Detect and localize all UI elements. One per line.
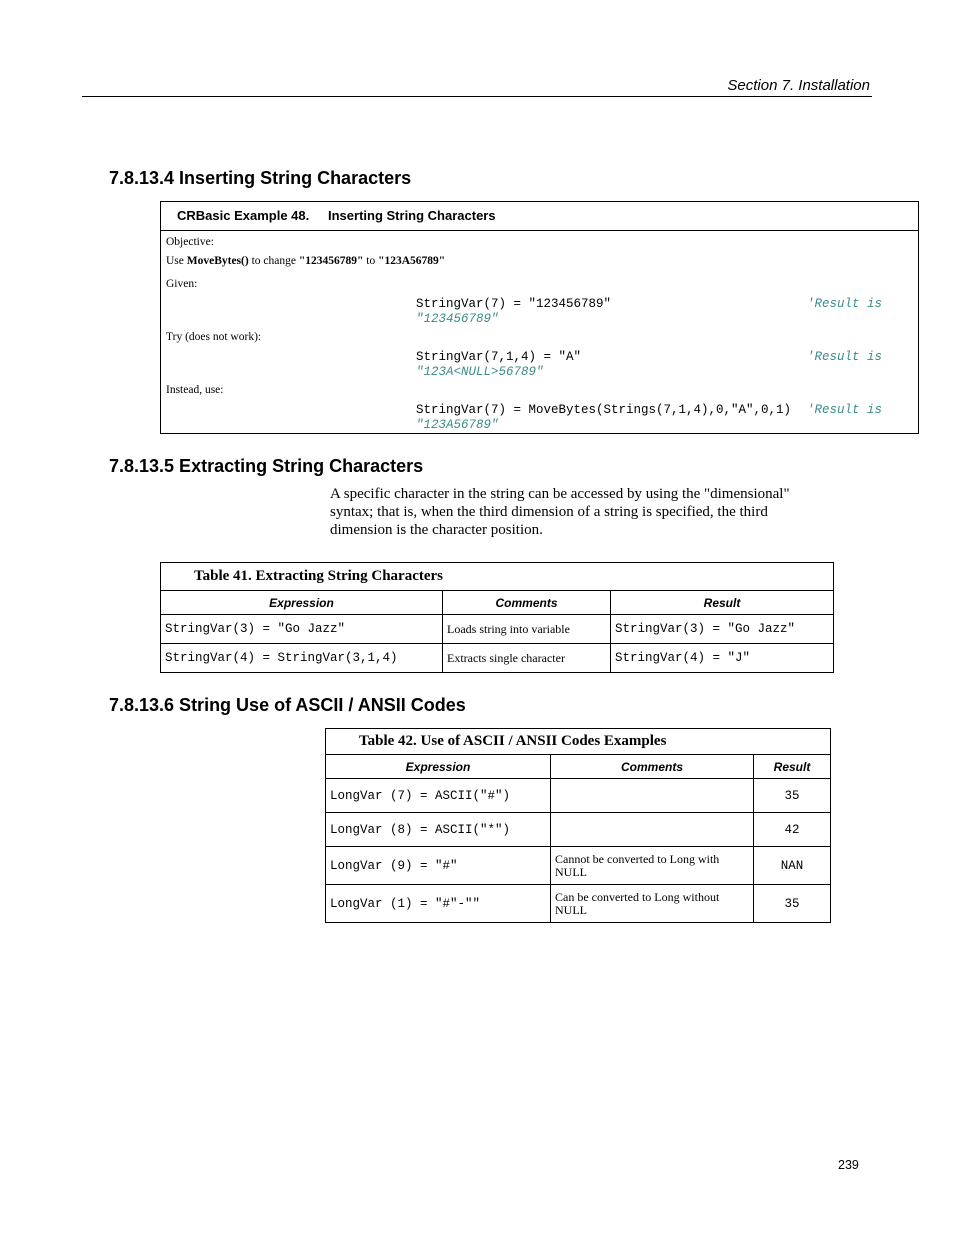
try-label: Try (does not work):	[166, 331, 262, 343]
table-cell: StringVar(4) = StringVar(3,1,4)	[161, 644, 443, 673]
instead-code: StringVar(7) = MoveBytes(Strings(7,1,4),0,"A",0,1)	[416, 403, 792, 417]
table-cell: 35	[754, 779, 831, 813]
example-label: CRBasic Example 48.	[177, 208, 310, 223]
table-row	[326, 779, 831, 813]
table-cell: Extracts single character	[443, 644, 611, 673]
table-42-header: Expression	[326, 755, 551, 779]
objective-label: Objective:	[166, 236, 214, 248]
instead-comment: 'Result is	[807, 403, 883, 417]
table-cell	[551, 779, 754, 813]
table-cell: LongVar (7) = ASCII("#")	[326, 779, 551, 813]
try-comment-cont: "123A<NULL>56789"	[416, 365, 544, 379]
table-42-header: Comments	[551, 755, 754, 779]
table-cell	[551, 813, 754, 847]
table-cell: LongVar (9) = "#"	[326, 847, 551, 885]
section-heading-ascii: 7.8.13.6 String Use of ASCII / ANSII Codes	[109, 695, 466, 715]
section-heading-inserting: 7.8.13.4 Inserting String Characters	[109, 168, 412, 188]
instead-comment-cont: "123A56789"	[416, 418, 499, 432]
given-comment: 'Result is	[807, 297, 883, 311]
table-cell: Cannot be converted to Long with NULL	[551, 847, 754, 885]
table-41-header: Comments	[443, 591, 611, 615]
objective-text: Use MoveBytes() to change "123456789" to "123A56789"	[166, 255, 446, 267]
table-cell: 42	[754, 813, 831, 847]
running-header: Section 7. Installation	[727, 77, 870, 94]
table-42-caption: Table 42. Use of ASCII / ANSII Codes Examples	[326, 729, 831, 755]
table-41-header: Result	[611, 591, 834, 615]
given-label: Given:	[166, 278, 198, 290]
table-row	[326, 847, 831, 885]
example-title: Inserting String Characters	[328, 208, 496, 223]
try-comment: 'Result is	[807, 350, 883, 364]
try-code: StringVar(7,1,4) = "A"	[416, 350, 582, 364]
table-cell: StringVar(3) = "Go Jazz"	[611, 615, 834, 644]
table-42	[325, 728, 831, 923]
table-cell: Loads string into variable	[443, 615, 611, 644]
body-paragraph: A specific character in the string can be accessed by using the "dimensional" syntax; that is, when the third dimension of a string is specified, the third dimension is the character position.	[330, 486, 790, 538]
table-cell: LongVar (8) = ASCII("*")	[326, 813, 551, 847]
crbasic-example-box	[160, 201, 919, 434]
table-row	[326, 813, 831, 847]
table-cell: NAN	[754, 847, 831, 885]
table-42-header: Result	[754, 755, 831, 779]
header-rule	[82, 96, 872, 97]
table-cell: LongVar (1) = "#"-""	[326, 885, 551, 923]
example-header	[161, 202, 918, 231]
table-cell: 35	[754, 885, 831, 923]
table-41-caption: Table 41. Extracting String Characters	[161, 563, 834, 591]
table-41	[160, 562, 834, 673]
table-41-header: Expression	[161, 591, 443, 615]
given-code: StringVar(7) = "123456789"	[416, 297, 612, 311]
section-heading-extracting: 7.8.13.5 Extracting String Characters	[109, 456, 424, 476]
table-cell: Can be converted to Long without NULL	[551, 885, 754, 923]
table-row	[326, 885, 831, 923]
table-row	[161, 644, 834, 673]
instead-label: Instead, use:	[166, 384, 224, 396]
table-row	[161, 615, 834, 644]
table-cell: StringVar(4) = "J"	[611, 644, 834, 673]
given-comment-cont: "123456789"	[416, 312, 499, 326]
table-cell: StringVar(3) = "Go Jazz"	[161, 615, 443, 644]
page-number: 239	[838, 1158, 859, 1172]
